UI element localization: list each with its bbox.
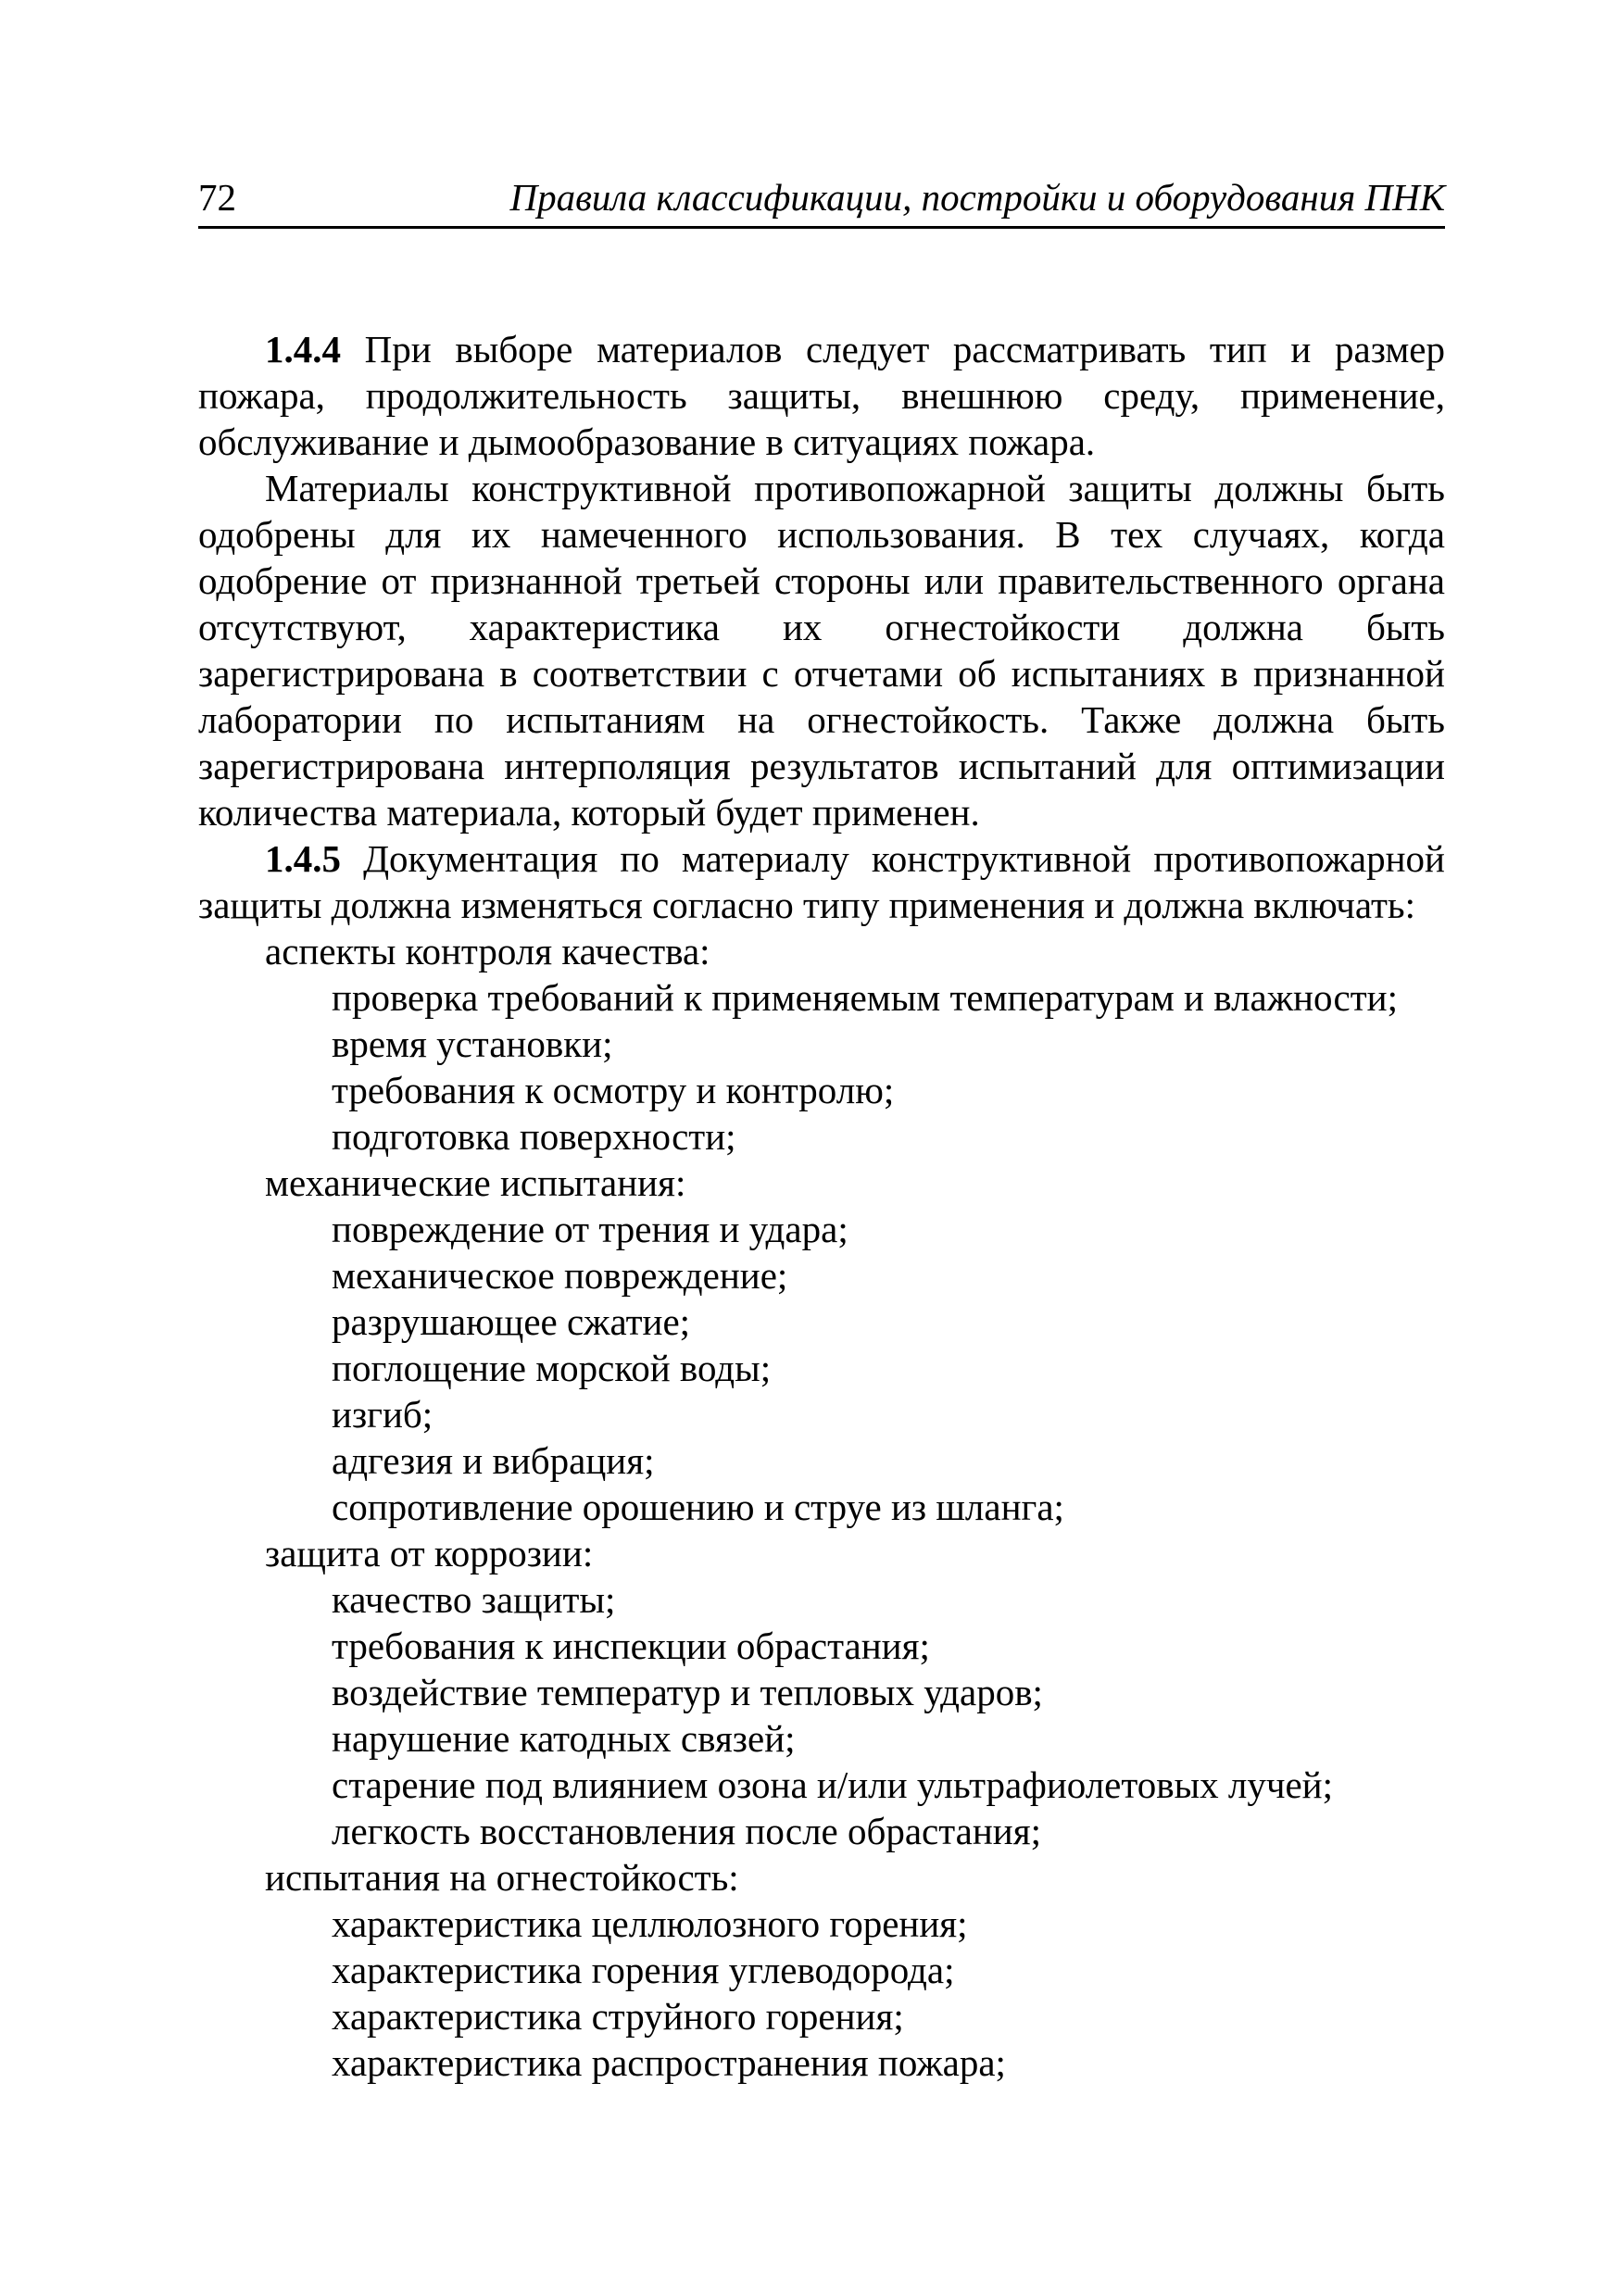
paragraph-1-4-5 [198, 835, 1445, 928]
list-item: механическое повреждение; [332, 1254, 788, 1297]
list-item: воздействие температур и тепловых ударов; [332, 1671, 1043, 1713]
list-item: характеристика целлюлозного горения; [332, 1902, 968, 1945]
paragraph-materials: Материалы конструктивной противопожарной защиты должны быть одобрены для их намеченного использования. В тех случаях, когда одобрение от признанной третьей стороны или правительственного органа отсутствуют, характеристика их огнестойкости должна быть зарегистрирована в соответствии с отчетами об испытаниях в признанной лаборатории по испытаниям на огнестойкость. Также должна быть зарегистрирована интерполяция результатов испытаний для оптимизации количества материала, который будет применен. [198, 467, 1445, 834]
list-item: старение под влиянием озона и/или ультрафиолетовых лучей; [332, 1763, 1334, 1806]
list-heading-corrosion-protection: защита от коррозии: [265, 1532, 594, 1575]
list-item: проверка требований к применяемым температурам и влажности; [332, 976, 1398, 1019]
list-item: характеристика распространения пожара; [332, 2041, 1006, 2084]
list-item: характеристика струйного горения; [332, 1995, 904, 2038]
list-item: характеристика горения углеводорода; [332, 1949, 955, 1991]
paragraph-1-4-4 [198, 326, 1445, 465]
document-body [198, 326, 1445, 2086]
running-header [198, 174, 1445, 220]
list-item: разрушающее сжатие; [332, 1300, 691, 1343]
list-item: изгиб; [332, 1393, 434, 1436]
list-item: сопротивление орошению и струе из шланга; [332, 1486, 1064, 1528]
list-item: легкость восстановления после обрастания; [332, 1810, 1041, 1852]
paragraph-text: Документация по материалу конструктивной противопожарной защиты должна изменяться согласно типу применения и должна включать: [198, 837, 1445, 926]
section-number: 1.4.4 [265, 328, 341, 370]
page-number: 72 [198, 176, 236, 219]
list-item: время установки; [332, 1023, 613, 1065]
list-item: подготовка поверхности; [332, 1115, 736, 1158]
list-item: повреждение от трения и удара; [332, 1208, 848, 1250]
section-number: 1.4.5 [265, 837, 341, 880]
running-title: Правила классификации, постройки и оборудования ПНК [509, 176, 1445, 219]
list-item: поглощение морской воды; [332, 1347, 772, 1389]
list-heading-mechanical-tests: механические испытания: [265, 1161, 686, 1204]
list-item: нарушение катодных связей; [332, 1717, 796, 1760]
list-heading-quality-control: аспекты контроля качества: [265, 930, 710, 972]
header-rule [198, 226, 1445, 229]
paragraph-text: При выборе материалов следует рассматривать тип и размер пожара, продолжительность защиты, внешнюю среду, применение, обслуживание и дымообразование в ситуациях пожара. [198, 328, 1445, 463]
list-item: адгезия и вибрация; [332, 1439, 655, 1482]
list-heading-fire-tests: испытания на огнестойкость: [265, 1856, 739, 1899]
list-item: качество защиты; [332, 1578, 616, 1621]
list-item: требования к инспекции обрастания; [332, 1625, 930, 1667]
list-item: требования к осмотру и контролю; [332, 1069, 895, 1111]
